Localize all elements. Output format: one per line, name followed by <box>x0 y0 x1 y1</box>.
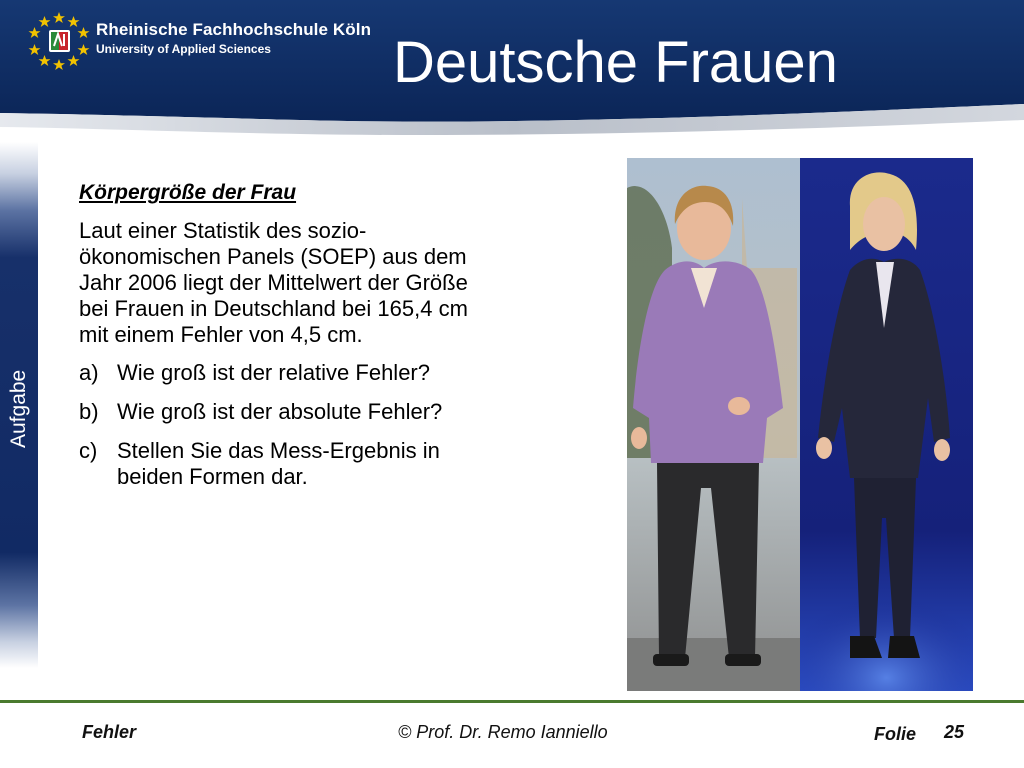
question-letter: a) <box>79 360 99 385</box>
question-list <box>79 360 549 490</box>
paragraph-line: ökonomischen Panels (SOEP) aus dem <box>79 244 467 269</box>
question-letter: b) <box>79 399 99 424</box>
question-text <box>117 399 549 425</box>
content-paragraph <box>79 218 549 348</box>
content-heading: Körpergröße der Frau <box>79 181 297 204</box>
question-item <box>79 399 549 425</box>
paragraph-line: Jahr 2006 liegt der Mittelwert der Größe <box>79 270 468 295</box>
institution-subtitle: University of Applied Sciences <box>96 42 271 56</box>
question-text <box>117 438 549 490</box>
question-item <box>79 438 549 490</box>
footer-author: © Prof. Dr. Remo Ianniello <box>398 722 608 742</box>
question-line: beiden Formen dar. <box>117 464 308 489</box>
rfh-eu-stars-logo-icon <box>28 10 90 72</box>
slide-title: Deutsche Frauen <box>393 30 838 95</box>
question-item <box>79 360 549 386</box>
paragraph-line: Laut einer Statistik des sozio- <box>79 218 367 243</box>
question-line: Wie groß ist der relative Fehler? <box>117 360 430 385</box>
question-letter: c) <box>79 438 98 463</box>
footer-page-number: 25 <box>944 722 965 742</box>
footer-divider <box>0 700 1024 703</box>
footer-folie-label: Folie <box>874 724 917 744</box>
photo-woman-black-suit <box>800 158 973 691</box>
question-text <box>117 360 549 386</box>
institution-name: Rheinische Fachhochschule Köln <box>96 20 372 39</box>
question-line: Stellen Sie das Mess-Ergebnis in <box>117 438 440 463</box>
slide-content <box>79 180 549 503</box>
slide-header <box>0 0 1024 140</box>
photo-woman-purple-jacket <box>627 158 800 691</box>
paragraph-line: mit einem Fehler von 4,5 cm. <box>79 322 363 347</box>
paragraph-line: bei Frauen in Deutschland bei 165,4 cm <box>79 296 468 321</box>
question-line: Wie groß ist der absolute Fehler? <box>117 399 443 424</box>
footer-topic: Fehler <box>82 722 137 742</box>
side-section-label <box>2 414 36 448</box>
